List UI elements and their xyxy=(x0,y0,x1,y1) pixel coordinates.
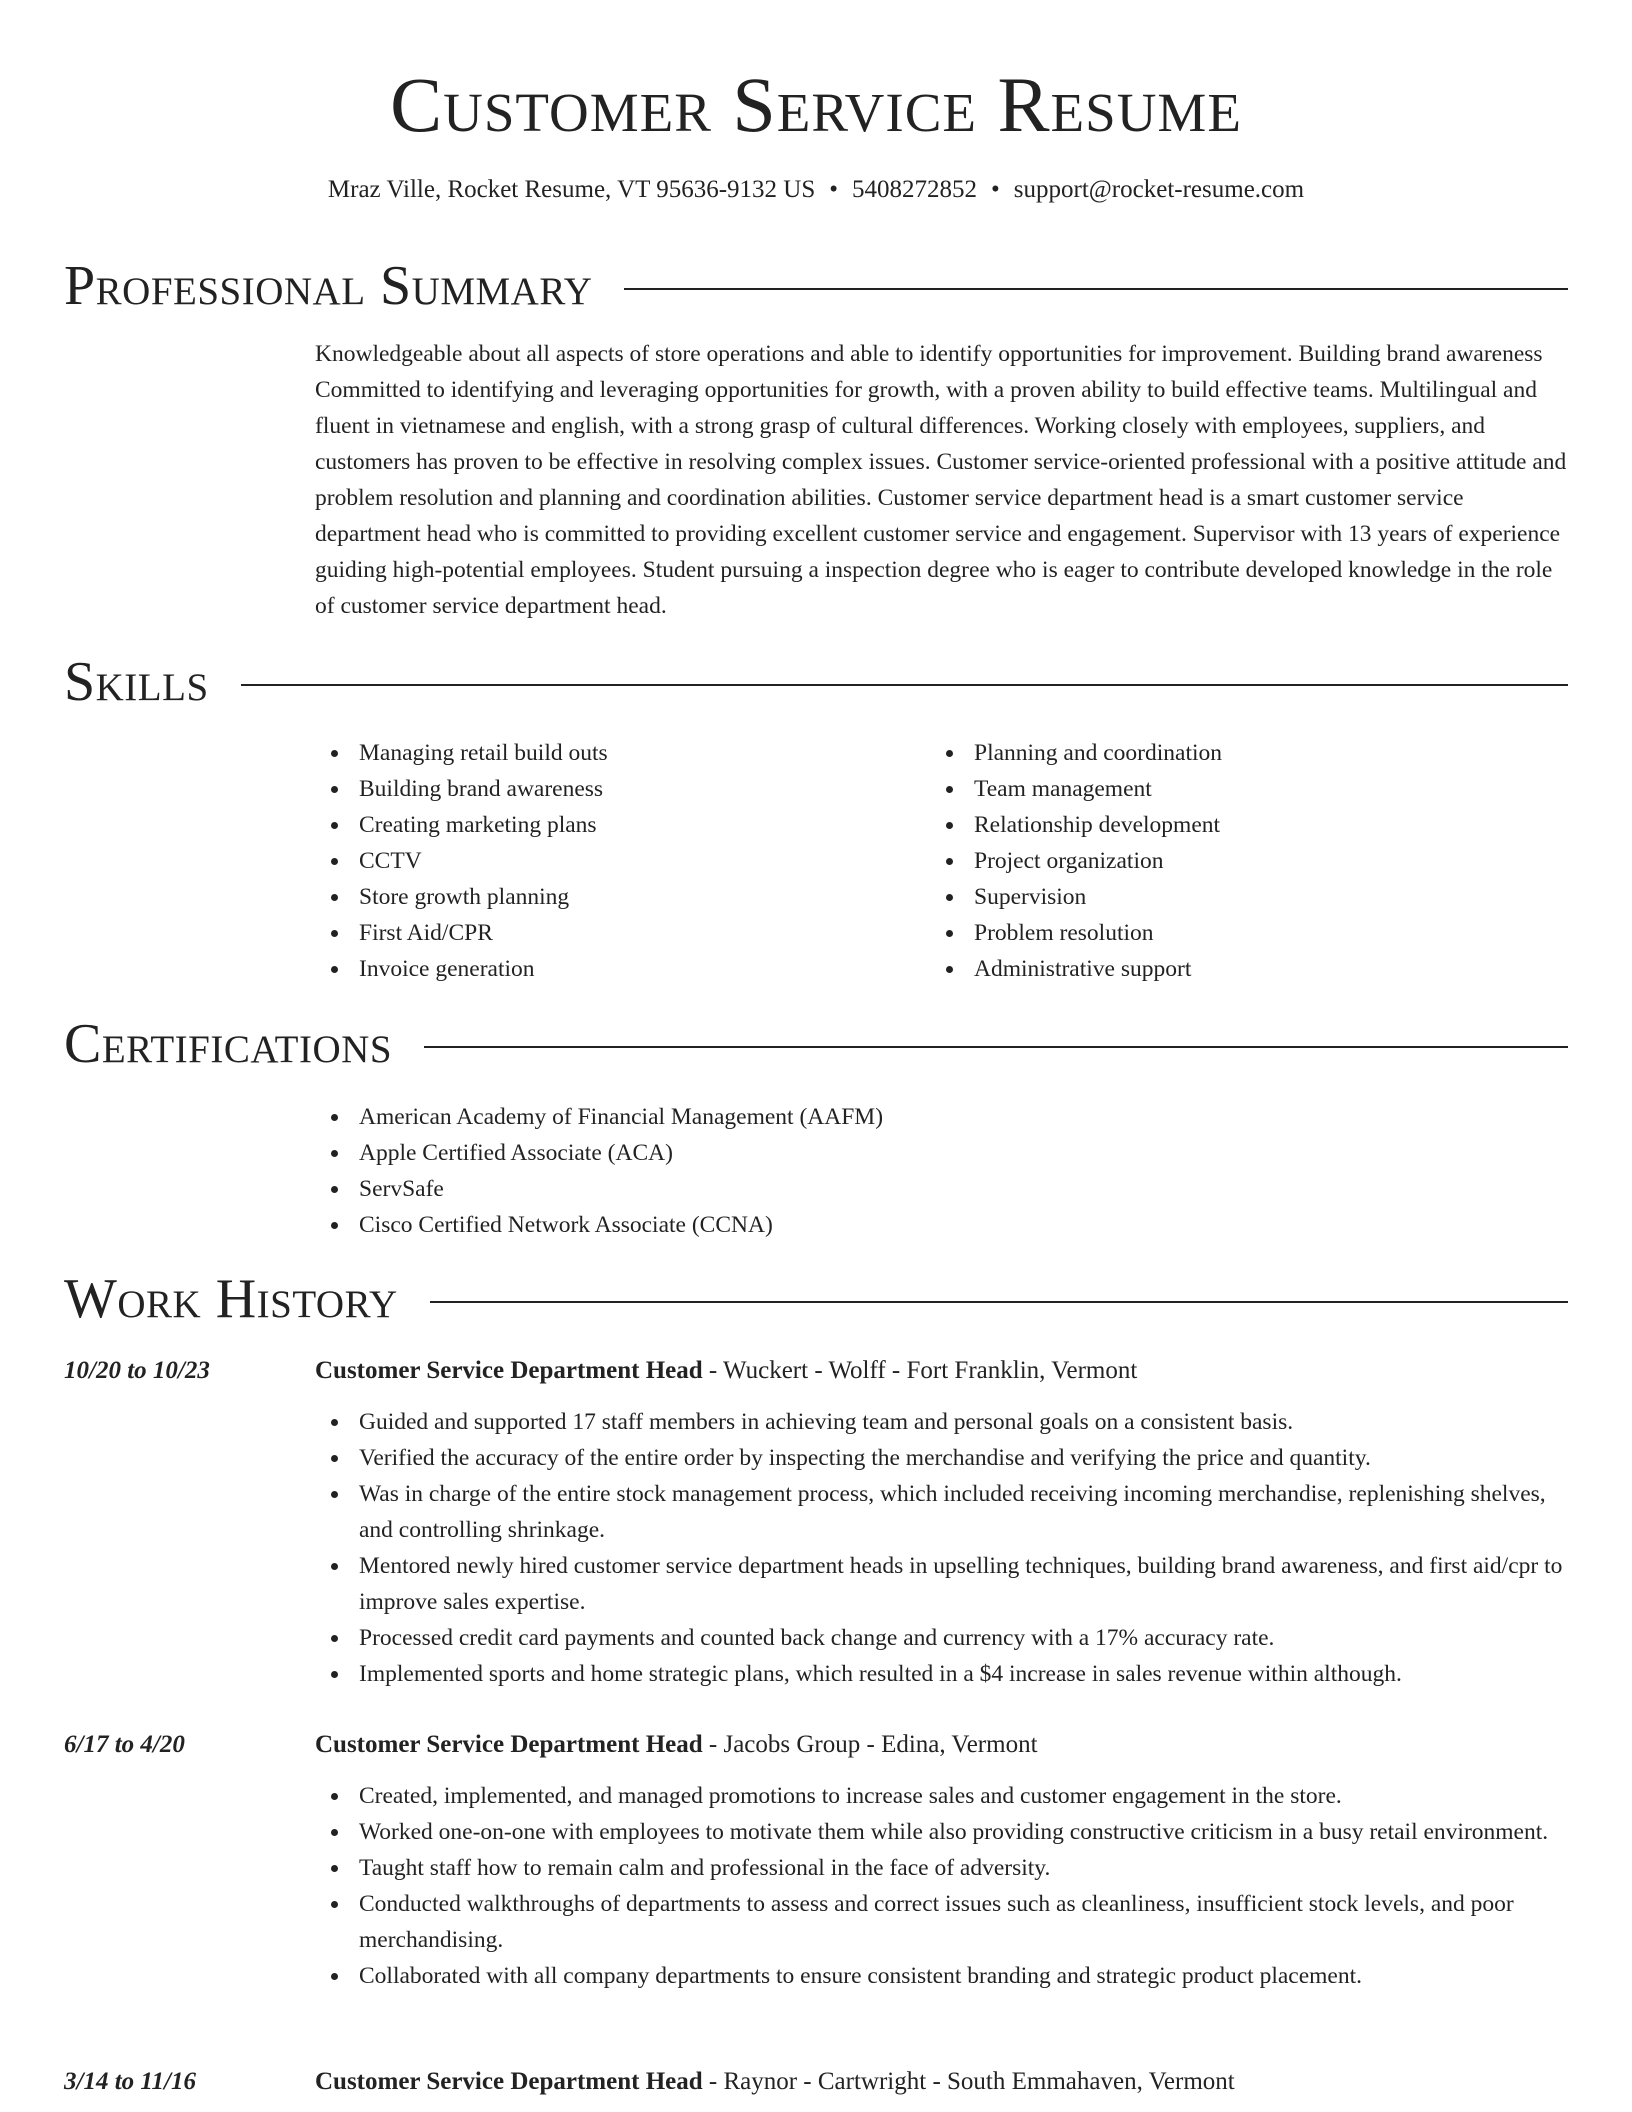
skill-item: First Aid/CPR xyxy=(315,915,915,951)
job-duty-item: Created, implemented, and managed promotions to increase sales and customer engagement in the store. xyxy=(315,1778,1568,1814)
resume-title: Customer Service Resume xyxy=(390,61,1242,148)
certifications-section-header xyxy=(64,1012,1568,1076)
job-title: Customer Service Department Head xyxy=(315,2068,703,2095)
work-history-section-title: Work History xyxy=(64,1268,398,1330)
job-dates: 10/20 to 10/23 xyxy=(64,1357,210,1384)
skill-item: CCTV xyxy=(315,843,915,879)
contact-phone: 5408272852 xyxy=(852,176,978,203)
skill-item: Planning and coordination xyxy=(930,735,1530,771)
summary-text: Knowledgeable about all aspects of store operations and able to identify opportunities for improvement. Building brand awareness Committed to identifying and leveraging opportunities for growth, with a proven ability to build effective teams. Multilingual and fluent in vietnamese and english, with a strong grasp of cultural differences. Working closely with employees, suppliers, and customers has proven to be effective in resolving complex issues. Customer service-oriented professional with a positive attitude and problem resolution and planning and coordination abilities. Customer service department head is a smart customer service department head who is committed to providing excellent customer service and engagement. Supervisor with 13 years of experience guiding high-potential employees. Student pursuing a inspection degree who is eager to contribute developed knowledge in the role of customer service department head. xyxy=(315,341,1567,619)
job-details: - Raynor - Cartwright - South Emmahaven, Vermont xyxy=(702,2068,1235,2095)
section-divider xyxy=(430,1301,1568,1303)
certification-item: American Academy of Financial Management (AAFM) xyxy=(315,1099,1315,1135)
job-duty-item: Was in charge of the entire stock management process, which included receiving incoming merchandise, replenishing shelves, and controlling shrinkage. xyxy=(315,1476,1568,1548)
job-duties-block xyxy=(315,1404,1568,1692)
job-dates: 6/17 to 4/20 xyxy=(64,1731,185,1758)
certifications-list xyxy=(315,1099,1315,1243)
job-dates: 3/14 to 11/16 xyxy=(64,2068,196,2095)
summary-section-title: Professional Summary xyxy=(64,255,593,317)
section-divider xyxy=(241,684,1568,686)
skill-item: Building brand awareness xyxy=(315,771,915,807)
skill-item: Supervision xyxy=(930,879,1530,915)
skill-item: Relationship development xyxy=(930,807,1530,843)
job-title: Customer Service Department Head xyxy=(315,1731,703,1758)
skill-item: Creating marketing plans xyxy=(315,807,915,843)
job-heading xyxy=(315,1727,1038,1763)
certifications-section-title: Certifications xyxy=(64,1013,393,1075)
summary-section-header xyxy=(64,254,1568,318)
skill-item: Team management xyxy=(930,771,1530,807)
contact-email: support@rocket-resume.com xyxy=(1013,176,1305,203)
section-divider xyxy=(424,1046,1568,1048)
job-duty-item: Verified the accuracy of the entire order by inspecting the merchandise and verifying the price and quantity. xyxy=(315,1440,1568,1476)
job-duty-item: Implemented sports and home strategic plans, which resulted in a $4 increase in sales revenue within although. xyxy=(315,1656,1568,1692)
work-history-section-header xyxy=(64,1267,1568,1331)
job-title: Customer Service Department Head xyxy=(315,1357,703,1384)
job-duties-block xyxy=(315,1778,1568,1994)
skill-item: Project organization xyxy=(930,843,1530,879)
job-duty-item: Guided and supported 17 staff members in achieving team and personal goals on a consistent basis. xyxy=(315,1404,1568,1440)
job-details: - Jacobs Group - Edina, Vermont xyxy=(702,1731,1038,1758)
job-duty-item: Collaborated with all company departments to ensure consistent branding and strategic product placement. xyxy=(315,1958,1568,1994)
job-details: - Wuckert - Wolff - Fort Franklin, Vermont xyxy=(702,1357,1138,1384)
skills-section-title: Skills xyxy=(64,651,209,713)
skills-list-right xyxy=(930,735,1530,987)
skills-right-column xyxy=(930,735,1530,987)
certifications-block xyxy=(315,1099,1315,1243)
job-duties-list xyxy=(315,1778,1568,1994)
skill-item: Invoice generation xyxy=(315,951,915,987)
skills-left-column xyxy=(315,735,915,987)
certification-item: ServSafe xyxy=(315,1171,1315,1207)
certification-item: Apple Certified Associate (ACA) xyxy=(315,1135,1315,1171)
contact-line xyxy=(0,173,1632,207)
job-duty-item: Worked one-on-one with employees to motivate them while also providing constructive criticism in a busy retail environment. xyxy=(315,1814,1568,1850)
job-duty-item: Processed credit card payments and counted back change and currency with a 17% accuracy rate. xyxy=(315,1620,1568,1656)
contact-address: Mraz Ville, Rocket Resume, VT 95636-9132 US xyxy=(327,176,816,203)
job-duty-item: Conducted walkthroughs of departments to assess and correct issues such as cleanliness, insufficient stock levels, and poor merchandising. xyxy=(315,1886,1568,1958)
skill-item: Managing retail build outs xyxy=(315,735,915,771)
skills-section-header xyxy=(64,650,1568,714)
job-duty-item: Taught staff how to remain calm and professional in the face of adversity. xyxy=(315,1850,1568,1886)
certification-item: Cisco Certified Network Associate (CCNA) xyxy=(315,1207,1315,1243)
section-divider xyxy=(624,288,1568,290)
skill-item: Problem resolution xyxy=(930,915,1530,951)
job-heading xyxy=(315,2064,1235,2100)
contact-separator: • xyxy=(991,176,1000,203)
contact-separator: • xyxy=(829,176,839,203)
skills-list-left xyxy=(315,735,915,987)
job-duties-list xyxy=(315,1404,1568,1692)
job-heading xyxy=(315,1353,1137,1389)
job-duty-item: Mentored newly hired customer service department heads in upselling techniques, building brand awareness, and first aid/cpr to improve sales expertise. xyxy=(315,1548,1568,1620)
skill-item: Administrative support xyxy=(930,951,1530,987)
skill-item: Store growth planning xyxy=(315,879,915,915)
